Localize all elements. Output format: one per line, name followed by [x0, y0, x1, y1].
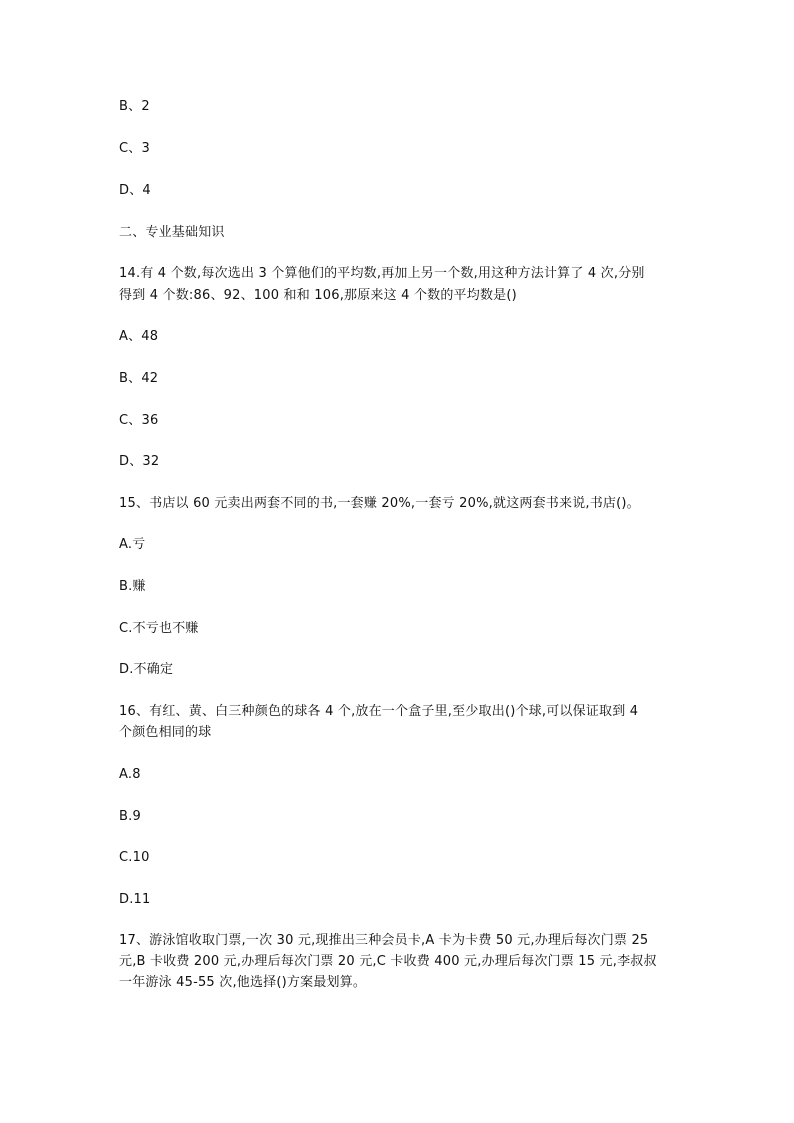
q13-option-d: D、4: [119, 183, 151, 198]
q15-option-c: C.不亏也不赚: [119, 621, 199, 636]
q16-option-b: B.9: [119, 809, 141, 824]
q16-text-line2: 个颜色相同的球: [119, 725, 212, 740]
q15-text: 15、书店以 60 元卖出两套不同的书,一套赚 20%,一套亏 20%,就这两套书来说,书店()。: [119, 496, 640, 511]
q14-option-a: A、48: [119, 329, 159, 344]
q13-option-b: B、2: [119, 99, 150, 114]
q17-text-line3: 一年游泳 45-55 次,他选择()方案最划算。: [119, 975, 367, 990]
q14-text-line1: 14.有 4 个数,每次选出 3 个算他们的平均数,再加上另一个数,用这种方法计算了 4 次,分别: [119, 266, 645, 281]
q17-text-line2: 元,B 卡收费 200 元,办理后每次门票 20 元,C 卡收费 400 元,办理后每次门票 15 元,李叔叔: [119, 954, 657, 969]
q13-option-c: C、3: [119, 141, 150, 156]
q14-option-b: B、42: [119, 371, 159, 386]
q14-text-line2: 得到 4 个数:86、92、100 和和 106,那原来这 4 个数的平均数是(): [119, 288, 517, 303]
q16-text-line1: 16、有红、黄、白三种颜色的球各 4 个,放在一个盒子里,至少取出()个球,可以保证取到 4: [119, 704, 639, 719]
q15-option-d: D.不确定: [119, 662, 174, 677]
q14-option-c: C、36: [119, 413, 159, 428]
q15-option-b: B.赚: [119, 579, 146, 594]
q16-option-a: A.8: [119, 767, 141, 782]
q14-option-d: D、32: [119, 454, 160, 469]
q15-option-a: A.亏: [119, 537, 146, 552]
section-title: 二、专业基础知识: [119, 225, 225, 240]
q16-option-c: C.10: [119, 850, 150, 865]
q17-text-line1: 17、游泳馆收取门票,一次 30 元,现推出三种会员卡,A 卡为卡费 50 元,办理后每次门票 25: [119, 933, 649, 948]
q16-option-d: D.11: [119, 892, 151, 907]
